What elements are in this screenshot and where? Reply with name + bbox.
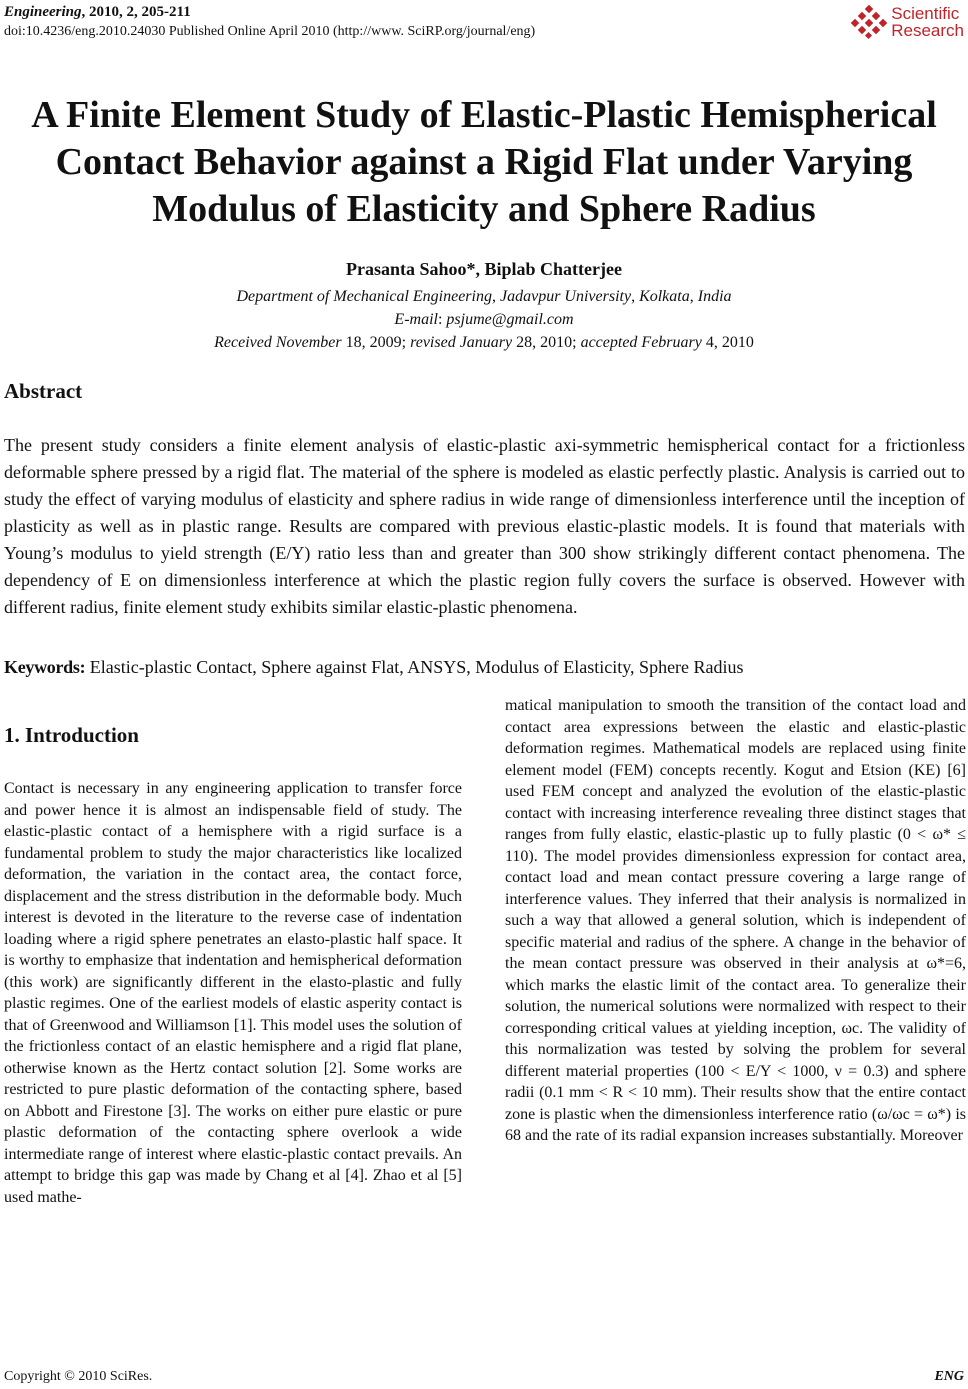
affiliation-country: India bbox=[697, 288, 732, 305]
revised-label: revised January bbox=[410, 334, 513, 351]
email-address[interactable]: psjume@gmail.com bbox=[446, 311, 574, 328]
accepted-label: accepted February bbox=[580, 334, 702, 351]
logo-text-line1: Scientific bbox=[891, 4, 960, 23]
paper-title bbox=[0, 92, 968, 233]
volume-pages: , 2010, 2, 205-211 bbox=[81, 4, 191, 20]
revised-date: 28, 2010; bbox=[512, 334, 581, 351]
affiliation-dept: Department of Mechanical Engineering bbox=[236, 288, 492, 305]
keywords-line bbox=[4, 657, 744, 678]
journal-name: Engineering bbox=[4, 4, 82, 20]
publisher-logo bbox=[851, 0, 964, 44]
authors: Prasanta Sahoo*, Biplab Chatterjee bbox=[346, 259, 622, 279]
accepted-date: 4, 2010 bbox=[701, 334, 754, 351]
affiliation-univ: Jadavpur University bbox=[499, 288, 632, 305]
affiliation: Department of Mechanical Engineering, Jadavpur University, Kolkata, India bbox=[236, 288, 732, 305]
intro-column-right: matical manipulation to smooth the transition of the contact load and contact area expressions between the elastic and elastic-plastic deformation regimes. Mathematical models are replaced using finite element model (FEM) concepts recently. Kogut and Etsion (KE) [6] used FEM concept and analyzed the evolution of the elastic-plastic contact with increasing interference revealing three distinct stages that ranges from fully elastic, elastic-plastic up to fully plastic (0 < ω* ≤ 110). The model provides dimensionless expression for contact area, contact load and mean contact pressure covering a large range of interference values. They inferred that their analysis is normalized in such a way that allowed a general solution, which is independent of specific material and radius of the sphere. A change in the behavior of the mean contact pressure was observed in their analysis at ω*=6, which marks the elastic limit of the contact area. To generalize their solution, the numerical solutions were normalized with respect to their corresponding critical values at yielding inception, ωc. The validity of this normalization was tested by solving the problem for several different material properties (100 < E/Y < 1000, ν = 0.3) and sphere radii (0.1 mm < R < 10 mm). Their results show that the entire contact zone is plastic when the dimensionless interference ratio (ω/ωc = ω*) is 68 and the rate of its radial expansion increases substantially. Moreover bbox=[505, 697, 966, 1144]
journal-abbreviation: ENG bbox=[934, 1369, 964, 1384]
doi-line: doi:10.4236/eng.2010.24030 Published Online April 2010 (http://www. SciRP.org/journal/eng) bbox=[4, 24, 536, 39]
intro-column-left: Contact is necessary in any engineering application to transfer force and power hence it is almost an indispensable field of study. The elastic-plastic contact of a hemisphere with a rigid surface is a fundamental problem to study the major characteristics like localized deformation, the variation in the contact area, the contact force, displacement and the stress distribution in the deformable body. Much interest is devoted in the literature to the reverse case of indentation loading where a rigid sphere penetrates an elasto-plastic half space. It is worthy to emphasize that indentation and hemispherical deformation (this work) are significantly different in the elasto-plastic and fully plastic regimes. One of the earliest models of elastic asperity contact is that of Greenwood and Williamson [1]. This model uses the solution of the frictionless contact of an elastic hemisphere and a rigid flat plane, otherwise known as the Hertz contact solution [2]. Some works are restricted to pure plastic deformation of the contacting sphere, based on Abbott and Firestone [3]. The works on either pure elastic or pure plastic deformation of the contacting sphere overlook a wide intermediate range of interest where elastic-plastic contact prevails. An attempt to bridge this gap was made by Chang et al [4]. Zhao et al [5] used mathe- bbox=[4, 780, 462, 1206]
keywords-text: Elastic-plastic Contact, Sphere against Flat, ANSYS, Modulus of Elasticity, Sphere Radius bbox=[89, 657, 744, 677]
title-line: A Finite Element Study of Elastic-Plastic Hemispherical bbox=[31, 94, 937, 136]
abstract-heading: Abstract bbox=[4, 379, 83, 403]
email-line: E-mail: psjume@gmail.com bbox=[394, 311, 574, 328]
intro-heading: 1. Introduction bbox=[4, 723, 139, 747]
email-label: E-mail bbox=[394, 311, 438, 328]
copyright: Copyright © 2010 SciRes. bbox=[4, 1369, 153, 1384]
abstract-text: The present study considers a finite element analysis of elastic-plastic axi-symmetric hemispherical contact for a frictionless deformable sphere pressed by a rigid flat. The material of the sphere is modeled as elastic perfectly plastic. Analysis is carried out to study the effect of varying modulus of elasticity and sphere radius in wide range of dimensionless interference until the inception of plasticity as well as in plastic range. Results are compared with previous elastic-plastic models. It is found that materials with Young’s modulus to yield strength (E/Y) ratio less than and greater than 300 show strikingly different contact phenomena. The dependency of E on dimensionless interference at which the plastic region fully covers the surface is observed. However with different radius, finite element study exhibits similar elastic-plastic phenomena. bbox=[4, 435, 965, 617]
dates-line bbox=[0, 332, 968, 354]
received-date: 18, 2009; bbox=[341, 334, 411, 351]
keywords-label: Keywords: bbox=[4, 657, 86, 677]
logo-text-line2: Research bbox=[891, 21, 964, 40]
affiliation-city: Kolkata bbox=[639, 288, 690, 305]
scientific-research-logo-icon bbox=[851, 4, 887, 40]
title-line: Contact Behavior against a Rigid Flat under Varying bbox=[55, 141, 913, 183]
title-line: Modulus of Elasticity and Sphere Radius bbox=[152, 188, 816, 230]
received-label: Received November bbox=[214, 334, 342, 351]
running-header bbox=[4, 3, 535, 41]
